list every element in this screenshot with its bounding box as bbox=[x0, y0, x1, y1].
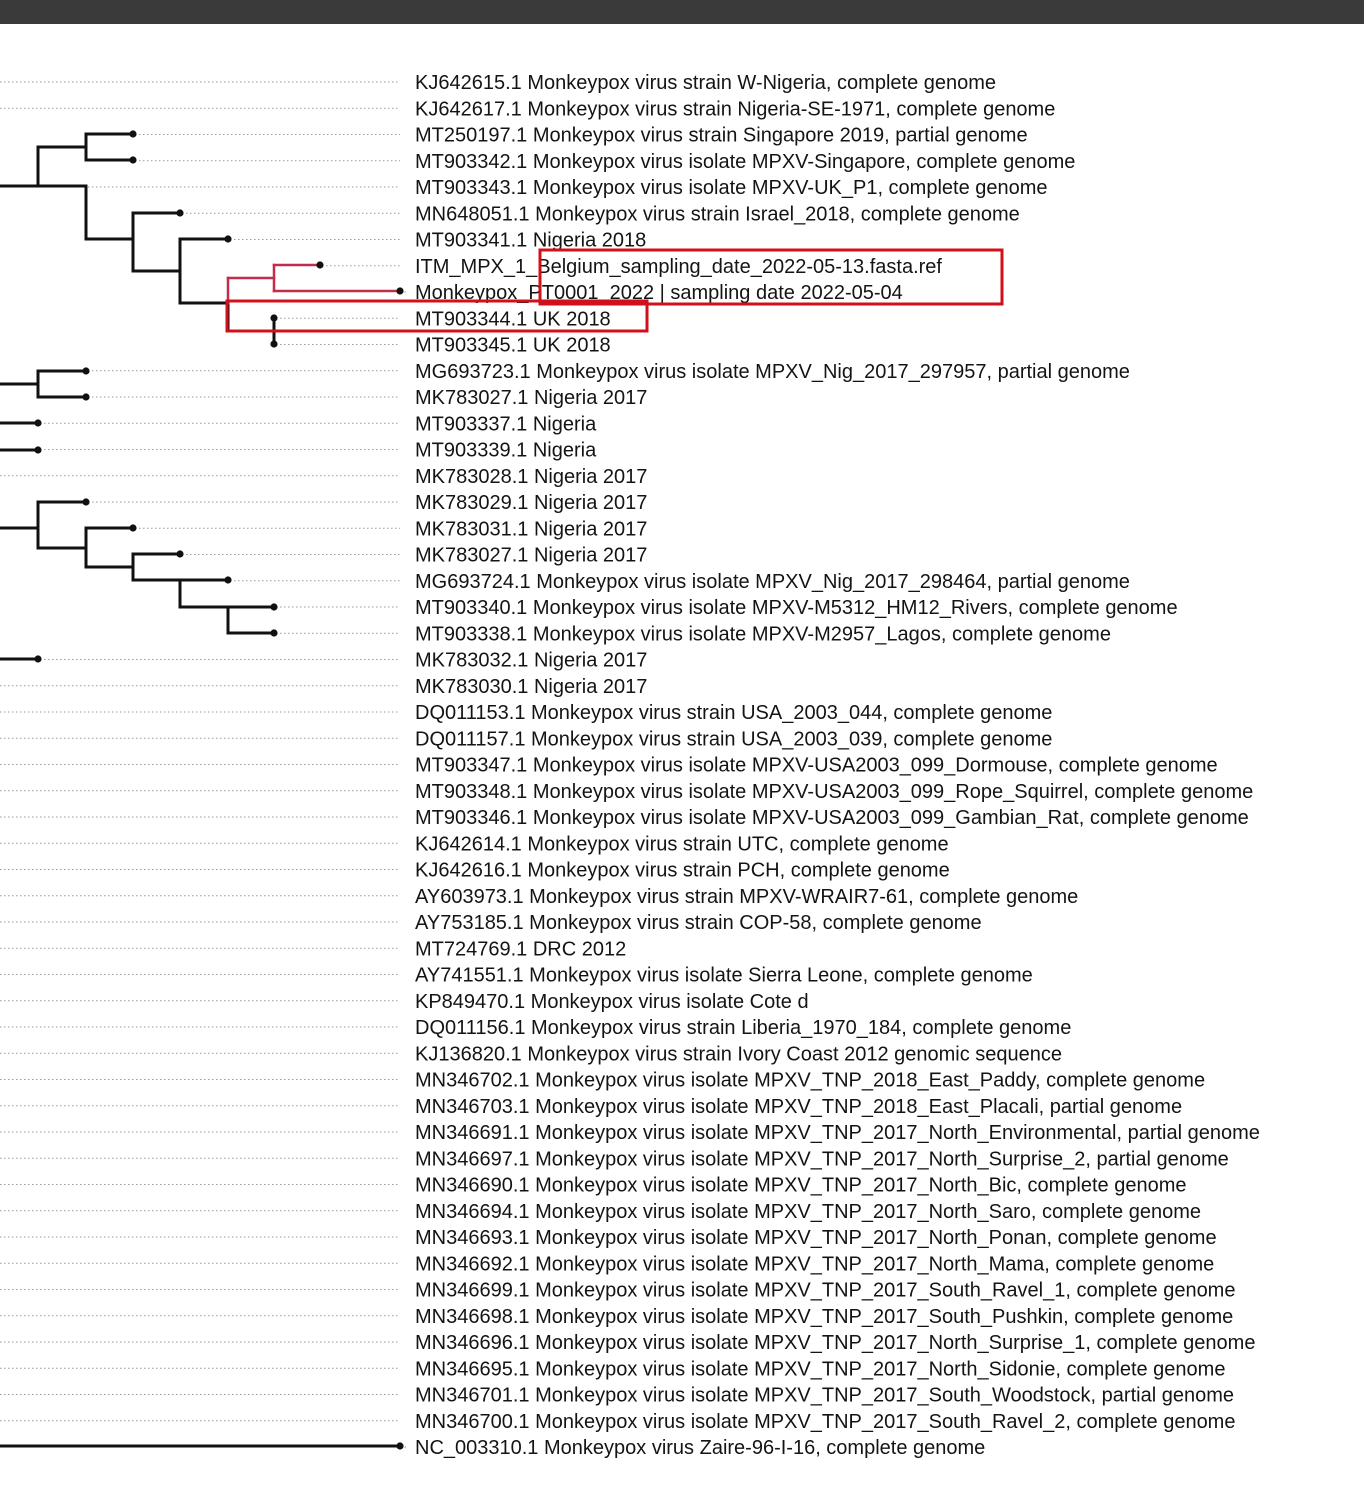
leaf-label: Monkeypox_PT0001_2022 | sampling date 2022-05-04 bbox=[415, 282, 903, 304]
tip-dot bbox=[129, 156, 136, 163]
tip-dot bbox=[316, 261, 323, 268]
leaf-label: MT903345.1 UK 2018 bbox=[415, 334, 611, 357]
leaf-label: DQ011157.1 Monkeypox virus strain USA_2003_039, complete genome bbox=[415, 728, 1053, 751]
leaf-label: MT903340.1 Monkeypox virus isolate MPXV-M5312_HM12_Rivers, complete genome bbox=[415, 597, 1178, 619]
tip-dot bbox=[34, 446, 41, 453]
leaf-label: MN346702.1 Monkeypox virus isolate MPXV_TNP_2018_East_Paddy, complete genome bbox=[415, 1069, 1206, 1092]
tip-dot bbox=[396, 287, 403, 294]
leaf-label: KJ642617.1 Monkeypox virus strain Nigeria-SE-1971, complete genome bbox=[415, 98, 1056, 121]
leaf-label: MT903342.1 Monkeypox virus isolate MPXV-Singapore, complete genome bbox=[415, 150, 1076, 173]
leaf-label: MT724769.1 DRC 2012 bbox=[415, 938, 627, 961]
leaf-label: MG693724.1 Monkeypox virus isolate MPXV_Nig_2017_298464, partial genome bbox=[415, 570, 1130, 593]
leaf-label: MN346694.1 Monkeypox virus isolate MPXV_TNP_2017_North_Saro, complete genome bbox=[415, 1200, 1201, 1223]
leaf-label: MT903337.1 Nigeria bbox=[415, 413, 597, 436]
leaf-label: MK783031.1 Nigeria 2017 bbox=[415, 518, 648, 541]
tip-dot bbox=[176, 550, 183, 557]
leaf-label: MK783027.1 Nigeria 2017 bbox=[415, 387, 648, 409]
leaf-label: MN346703.1 Monkeypox virus isolate MPXV_TNP_2018_East_Placali, partial genome bbox=[415, 1095, 1183, 1118]
tip-dot bbox=[224, 576, 231, 583]
leaf-label: MN346691.1 Monkeypox virus isolate MPXV_TNP_2017_North_Environmental, partial genome bbox=[415, 1122, 1260, 1144]
tip-dot bbox=[129, 130, 136, 137]
leaf-label: MN346693.1 Monkeypox virus isolate MPXV_TNP_2017_North_Ponan, complete genome bbox=[415, 1227, 1217, 1249]
tip-dot bbox=[34, 655, 41, 662]
tip-dot bbox=[224, 235, 231, 242]
leaf-label: MN346690.1 Monkeypox virus isolate MPXV_TNP_2017_North_Bic, complete genome bbox=[415, 1174, 1187, 1197]
tip-dot bbox=[270, 603, 277, 610]
leaf-label: DQ011156.1 Monkeypox virus strain Liberia_1970_184, complete genome bbox=[415, 1017, 1072, 1039]
leaf-label: KJ642615.1 Monkeypox virus strain W-Nigeria, complete genome bbox=[415, 72, 997, 94]
leaf-label: MN648051.1 Monkeypox virus strain Israel_2018, complete genome bbox=[415, 203, 1020, 226]
leaf-label: AY741551.1 Monkeypox virus isolate Sierra Leone, complete genome bbox=[415, 964, 1033, 987]
tip-dot bbox=[270, 314, 277, 321]
leaf-label: MN346696.1 Monkeypox virus isolate MPXV_TNP_2017_North_Surprise_1, complete genome bbox=[415, 1332, 1256, 1354]
leaf-label: KJ136820.1 Monkeypox virus strain Ivory Coast 2012 genomic sequence bbox=[415, 1043, 1063, 1066]
leaf-label: MN346692.1 Monkeypox virus isolate MPXV_TNP_2017_North_Mama, complete genome bbox=[415, 1253, 1215, 1276]
leaf-label: MN346699.1 Monkeypox virus isolate MPXV_TNP_2017_South_Ravel_1, complete genome bbox=[415, 1279, 1236, 1302]
leaf-tip-dots bbox=[34, 130, 403, 1449]
tip-dot bbox=[129, 524, 136, 531]
leaf-label: AY753185.1 Monkeypox virus strain COP-58, complete genome bbox=[415, 912, 982, 934]
leaf-label: MT903344.1 UK 2018 bbox=[415, 308, 611, 331]
leaf-label: MT903339.1 Nigeria bbox=[415, 439, 597, 462]
leaf-labels bbox=[415, 72, 1260, 1459]
leaf-label: MN346697.1 Monkeypox virus isolate MPXV_TNP_2017_North_Surprise_2, partial genome bbox=[415, 1148, 1229, 1171]
leaf-label: ITM_MPX_1_Belgium_sampling_date_2022-05-13.fasta.ref bbox=[415, 255, 942, 278]
leaf-label: DQ011153.1 Monkeypox virus strain USA_2003_044, complete genome bbox=[415, 702, 1053, 724]
leaf-label: MK783029.1 Nigeria 2017 bbox=[415, 492, 648, 514]
leaf-label: MT903343.1 Monkeypox virus isolate MPXV-UK_P1, complete genome bbox=[415, 177, 1048, 199]
leaf-label: MN346700.1 Monkeypox virus isolate MPXV_TNP_2017_South_Ravel_2, complete genome bbox=[415, 1410, 1236, 1433]
tip-dot bbox=[82, 498, 89, 505]
tip-dot bbox=[396, 1442, 403, 1449]
leaf-label: MN346701.1 Monkeypox virus isolate MPXV_TNP_2017_South_Woodstock, partial genome bbox=[415, 1384, 1234, 1407]
leaf-label: MG693723.1 Monkeypox virus isolate MPXV_Nig_2017_297957, partial genome bbox=[415, 360, 1130, 383]
leaf-label: AY603973.1 Monkeypox virus strain MPXV-WRAIR7-61, complete genome bbox=[415, 885, 1079, 908]
leaf-label: KJ642614.1 Monkeypox virus strain UTC, complete genome bbox=[415, 833, 949, 856]
leaf-guide-lines bbox=[0, 82, 406, 1447]
leaf-label: MK783032.1 Nigeria 2017 bbox=[415, 649, 648, 672]
leaf-label: MN346698.1 Monkeypox virus isolate MPXV_TNP_2017_South_Pushkin, complete genome bbox=[415, 1305, 1234, 1328]
leaf-label: MT903348.1 Monkeypox virus isolate MPXV-USA2003_099_Rope_Squirrel, complete genome bbox=[415, 780, 1254, 803]
leaf-label: MN346695.1 Monkeypox virus isolate MPXV_TNP_2017_North_Sidonie, complete genome bbox=[415, 1358, 1226, 1381]
leaf-label: MT250197.1 Monkeypox virus strain Singapore 2019, partial genome bbox=[415, 124, 1028, 147]
tip-dot bbox=[34, 419, 41, 426]
leaf-label: MT903341.1 Nigeria 2018 bbox=[415, 229, 647, 252]
leaf-label: KJ642616.1 Monkeypox virus strain PCH, complete genome bbox=[415, 859, 950, 882]
leaf-label: MT903338.1 Monkeypox virus isolate MPXV-M2957_Lagos, complete genome bbox=[415, 623, 1111, 646]
tip-dot bbox=[270, 340, 277, 347]
leaf-label: NC_003310.1 Monkeypox virus Zaire-96-I-16, complete genome bbox=[415, 1437, 986, 1459]
leaf-label: MK783030.1 Nigeria 2017 bbox=[415, 675, 648, 698]
tip-dot bbox=[82, 393, 89, 400]
leaf-label: MT903346.1 Monkeypox virus isolate MPXV-USA2003_099_Gambian_Rat, complete genome bbox=[415, 807, 1249, 829]
leaf-label: MT903347.1 Monkeypox virus isolate MPXV-USA2003_099_Dormouse, complete genome bbox=[415, 754, 1218, 777]
tip-dot bbox=[176, 209, 183, 216]
leaf-label: MK783027.1 Nigeria 2017 bbox=[415, 544, 648, 567]
leaf-label: MK783028.1 Nigeria 2017 bbox=[415, 465, 648, 488]
tip-dot bbox=[82, 367, 89, 374]
leaf-label: KP849470.1 Monkeypox virus isolate Cote d bbox=[415, 990, 809, 1013]
tip-dot bbox=[270, 629, 277, 636]
